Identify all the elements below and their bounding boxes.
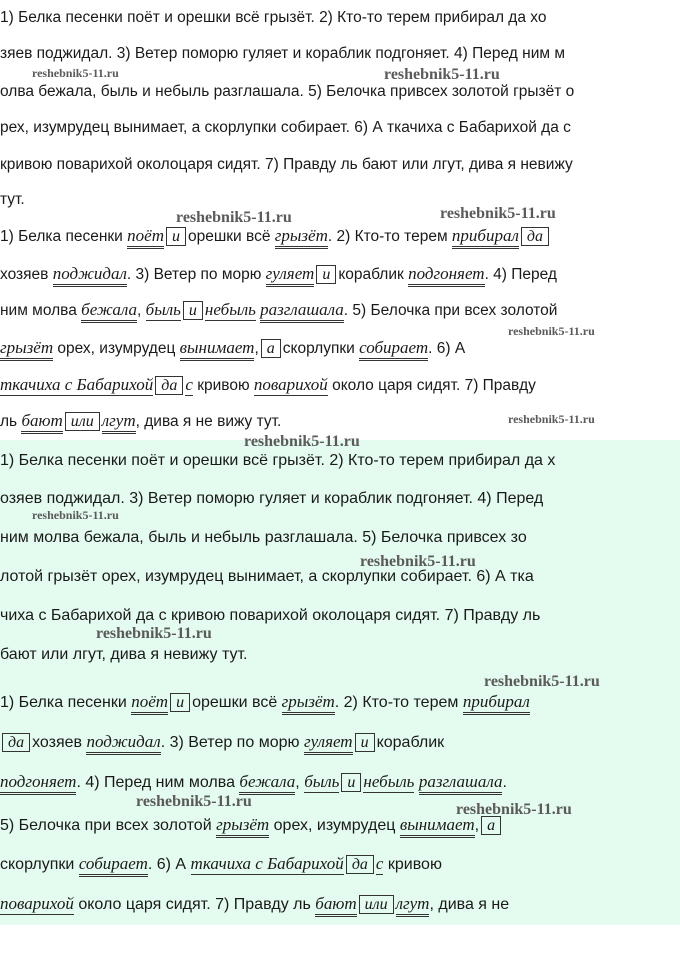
watermark: reshebnik5-11.ru	[136, 793, 252, 810]
watermark: reshebnik5-11.ru	[508, 412, 595, 426]
predicate: лгут	[102, 411, 136, 434]
predicate: вынимает	[180, 338, 255, 361]
predicate: грызёт	[0, 338, 53, 361]
predicate: бежала	[239, 772, 295, 795]
conjunction-box: и	[316, 265, 336, 284]
subject: поварихой	[0, 894, 74, 913]
text-line: 1) Белка песенки поёт и орешки всё грызёт. 2) Кто-то терем прибирал	[0, 692, 530, 713]
text-line: 1) Белка песенки поёт и орешки всё грызёт. 2) Кто-то терем прибирал да хо	[0, 9, 547, 26]
subject: быль	[304, 772, 340, 791]
predicate: гуляет	[266, 264, 315, 287]
predicate: бежала	[81, 300, 137, 323]
predicate: вынимает	[400, 815, 475, 838]
text-line: хозяев поджидал. 3) Ветер по морю гуляет и кораблик подгоняет. 4) Перед	[0, 264, 557, 285]
predicate: лгут	[396, 894, 430, 917]
watermark: reshebnik5-11.ru	[96, 625, 212, 642]
predicate: гуляет	[304, 732, 353, 755]
watermark: reshebnik5-11.ru	[32, 508, 119, 522]
conjunction-box: и	[183, 301, 203, 320]
predicate: грызёт	[216, 815, 269, 838]
text-line: подгоняет. 4) Перед ним молва бежала, быль и небыль разглашала.	[0, 772, 507, 793]
subject: небыль	[363, 772, 415, 791]
conjunction-box: да	[346, 855, 374, 874]
conjunction-box: а	[481, 816, 501, 835]
watermark: reshebnik5-11.ru	[176, 209, 292, 226]
predicate: бают	[315, 894, 356, 917]
text-line: бают или лгут, дива я невижу тут.	[0, 646, 248, 663]
conjunction-box: и	[170, 693, 190, 712]
watermark: reshebnik5-11.ru	[32, 66, 119, 80]
text-line: да хозяев поджидал. 3) Ветер по морю гуляет и кораблик	[0, 732, 444, 753]
text-line: ль бают или лгут, дива я не вижу тут.	[0, 411, 281, 432]
predicate: поджидал	[86, 732, 160, 755]
predicate: прибирал	[463, 692, 530, 715]
watermark: reshebnik5-11.ru	[508, 324, 595, 338]
text-line: озяев поджидал. 3) Ветер поморю гуляет и кораблик подгоняет. 4) Перед	[0, 490, 544, 507]
predicate: подгоняет	[0, 772, 76, 795]
predicate: поджидал	[53, 264, 127, 287]
conjunction-box: и	[355, 733, 375, 752]
conjunction-box: и	[341, 773, 361, 792]
watermark: reshebnik5-11.ru	[456, 801, 572, 818]
text-line: олва бежала, быль и небыль разглашала. 5) Белочка привсех золотой грызёт о	[0, 83, 575, 100]
text-line: рех, изумрудец вынимает, а скорлупки собирает. 6) А ткачиха с Бабарихой да с	[0, 119, 571, 136]
text-line: тут.	[0, 191, 25, 208]
text-line: 5) Белочка при всех золотой грызёт орех, изумрудец вынимает, а	[0, 815, 503, 836]
subject: ткачиха с Бабарихой	[190, 854, 344, 873]
text-line: ним молва бежала, быль и небыль разглашала. 5) Белочка при всех золотой	[0, 300, 557, 321]
predicate: прибирал	[452, 226, 519, 249]
conjunction-box: да	[2, 733, 30, 752]
subject: с	[185, 375, 193, 394]
text-line: кривою поварихой околоцаря сидят. 7) Правду ль бают или лгут, дива я невижу	[0, 156, 573, 173]
predicate: грызёт	[282, 692, 335, 715]
predicate: поёт	[131, 692, 168, 715]
conjunction-box: и	[166, 227, 186, 246]
conjunction-box: или	[359, 895, 394, 914]
text-line: ним молва бежала, быль и небыль разглашала. 5) Белочка привсех зо	[0, 529, 527, 546]
predicate: разглашала	[419, 772, 503, 795]
text-line: грызёт орех, изумрудец вынимает, а скорлупки собирает. 6) А	[0, 338, 465, 359]
watermark: reshebnik5-11.ru	[360, 553, 476, 570]
predicate: собирает	[359, 338, 428, 361]
predicate: грызёт	[275, 226, 328, 249]
predicate: собирает	[79, 854, 148, 877]
watermark: reshebnik5-11.ru	[440, 205, 556, 222]
watermark: reshebnik5-11.ru	[484, 673, 600, 690]
text-line: чиха с Бабарихой да с кривою поварихой околоцаря сидят. 7) Правду ль	[0, 607, 541, 624]
conjunction-box: да	[155, 376, 183, 395]
subject: с	[375, 854, 384, 873]
subject: быль	[145, 300, 181, 319]
text-line: поварихой около царя сидят. 7) Правду ль бают или лгут, дива я не	[0, 894, 509, 915]
subject: ткачиха с Бабарихой	[0, 375, 154, 394]
subject: небыль	[204, 300, 256, 319]
subject: поварихой	[253, 375, 328, 394]
text-line: 1) Белка песенки поёт и орешки всё грызёт. 2) Кто-то терем прибирал да х	[0, 452, 556, 469]
predicate: разглашала	[260, 300, 344, 323]
conjunction-box: а	[261, 339, 281, 358]
conjunction-box: или	[65, 412, 100, 431]
text-line: ткачиха с Бабарихой да с кривою поварихой около царя сидят. 7) Правду	[0, 375, 536, 394]
text-line: зяев поджидал. 3) Ветер поморю гуляет и кораблик подгоняет. 4) Перед ним м	[0, 45, 565, 62]
text-line: скорлупки собирает. 6) А ткачиха с Бабарихой да с кривою	[0, 854, 442, 875]
watermark: reshebnik5-11.ru	[384, 66, 500, 83]
text-line: 1) Белка песенки поёт и орешки всё грызёт. 2) Кто-то терем прибирал да	[0, 226, 551, 247]
predicate: поёт	[127, 226, 164, 249]
watermark: reshebnik5-11.ru	[244, 433, 360, 450]
conjunction-box: да	[521, 227, 549, 246]
text-line: лотой грызёт орех, изумрудец вынимает, а скорлупки собирает. 6) А тка	[0, 568, 534, 585]
predicate: бают	[21, 411, 62, 434]
predicate: подгоняет	[408, 264, 484, 287]
